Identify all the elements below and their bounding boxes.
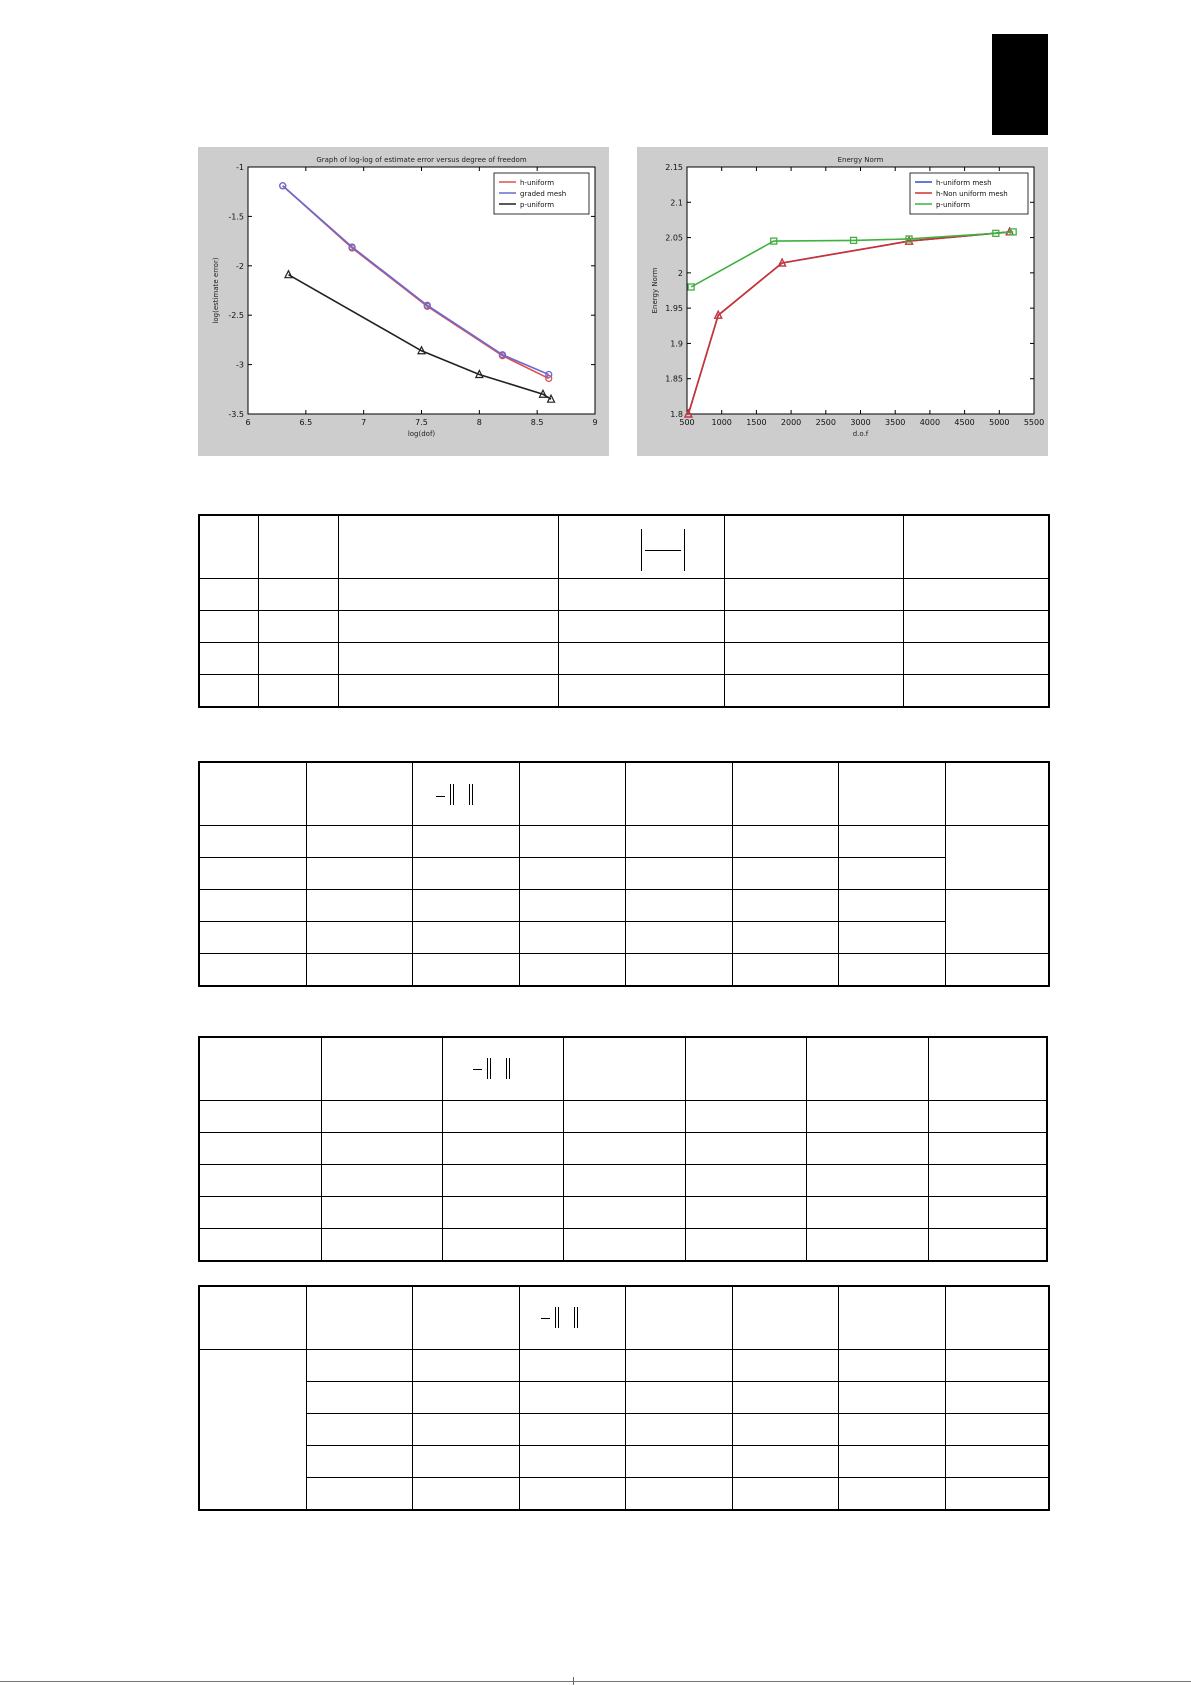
- table-row: [199, 675, 1049, 707]
- y-tick-label: 2.05: [665, 233, 683, 243]
- y-axis-label: Energy Norm: [651, 267, 659, 314]
- loglog-error-chart-svg: [198, 147, 609, 456]
- y-tick-label: -2.5: [228, 311, 244, 321]
- table-row: [199, 1132, 1047, 1164]
- y-tick-label: 2.15: [665, 163, 683, 172]
- x-tick-label: 4500: [954, 418, 975, 427]
- chart-title: Graph of log-log of estimate error versus degree of freedom: [316, 156, 527, 164]
- table-cell: [258, 515, 338, 578]
- y-tick-label: -3.5: [228, 410, 244, 419]
- table-cell: [903, 515, 1049, 578]
- table-row: [199, 1037, 1047, 1100]
- x-tick-label: 2500: [815, 418, 836, 427]
- x-tick-label: 1000: [711, 418, 732, 427]
- legend-label: h-uniform mesh: [936, 179, 992, 187]
- x-tick-label: 7.5: [415, 418, 428, 427]
- x-tick-label: 4000: [919, 418, 941, 427]
- table-2: [198, 761, 1050, 987]
- table-4: [198, 1285, 1050, 1511]
- x-tick-label: 500: [679, 418, 695, 427]
- legend-label: p-uniform: [520, 201, 555, 209]
- table-cell: [724, 515, 903, 578]
- table-row: [199, 954, 1049, 986]
- x-tick-label: 5500: [1023, 418, 1045, 427]
- norm-fraction-symbol: [559, 516, 724, 578]
- y-tick-label: 1.85: [665, 374, 683, 384]
- table-row: [199, 857, 1049, 889]
- table-row: [199, 610, 1049, 642]
- x-tick-label: 3500: [885, 418, 906, 427]
- table-cell: [199, 515, 258, 578]
- y-tick-label: -1: [236, 163, 244, 172]
- table-row: [199, 1414, 1049, 1446]
- y-axis-label: log(estimate error): [212, 257, 220, 324]
- y-tick-label: -3: [236, 360, 244, 370]
- table-row: [199, 762, 1049, 825]
- legend-label: p-uniform: [936, 201, 971, 209]
- table-row: [199, 1165, 1047, 1197]
- table-row: [199, 1446, 1049, 1478]
- norm-symbol: [520, 1287, 625, 1349]
- chart-title: Energy Norm: [837, 156, 884, 164]
- table-cell-norm: [412, 762, 519, 825]
- page-bottom-rule: [0, 1681, 1191, 1682]
- table-row: [199, 1478, 1049, 1510]
- table-row: [199, 922, 1049, 954]
- table-row: [199, 643, 1049, 675]
- table-cell-norm: [443, 1037, 564, 1100]
- page-bottom-mark: [573, 1677, 574, 1685]
- x-tick-label: 1500: [746, 418, 767, 427]
- y-tick-label: -2: [236, 261, 244, 271]
- energy-norm-chart: [637, 147, 1048, 456]
- x-tick-label: 6.5: [299, 418, 313, 427]
- table-cell: [338, 515, 558, 578]
- y-tick-label: 1.8: [670, 410, 683, 419]
- norm-symbol: [413, 763, 519, 825]
- y-tick-label: 1.9: [670, 339, 683, 349]
- table-row: [199, 1381, 1049, 1413]
- y-tick-label: 2.1: [670, 198, 683, 208]
- table-row: [199, 1349, 1049, 1381]
- table-1: [198, 514, 1050, 708]
- y-tick-label: -1.5: [228, 212, 244, 222]
- section-tab-marker: [992, 34, 1048, 135]
- table-3: [198, 1036, 1048, 1262]
- table-row: [199, 825, 1049, 857]
- legend-label: h-uniform: [520, 179, 555, 187]
- x-tick-label: 9: [592, 418, 598, 427]
- table-row: [199, 1229, 1047, 1261]
- table-row: [199, 890, 1049, 922]
- x-axis-label: d.o.f: [852, 430, 869, 438]
- x-axis-label: log(dof): [407, 430, 436, 438]
- y-tick-label: 1.95: [665, 304, 683, 314]
- legend-label: graded mesh: [520, 190, 567, 198]
- x-tick-label: 6: [245, 418, 251, 427]
- table-cell-norm: [519, 1286, 625, 1349]
- x-tick-label: 8.5: [530, 418, 544, 427]
- table-row: [199, 1286, 1049, 1349]
- table-row: [199, 515, 1049, 578]
- x-tick-label: 2000: [780, 418, 802, 427]
- x-tick-label: 3000: [850, 418, 871, 427]
- norm-symbol: [443, 1038, 563, 1100]
- y-tick-label: 2: [677, 268, 683, 278]
- table-cell-fraction: [558, 515, 724, 578]
- table-row: [199, 578, 1049, 610]
- x-tick-label: 5000: [989, 418, 1010, 427]
- legend-label: h-Non uniform mesh: [936, 190, 1008, 198]
- x-tick-label: 8: [476, 418, 482, 427]
- table-row: [199, 1197, 1047, 1229]
- energy-norm-chart-svg: [637, 147, 1048, 456]
- x-tick-label: 7: [361, 418, 367, 427]
- table-row: [199, 1100, 1047, 1132]
- loglog-error-chart: [198, 147, 609, 456]
